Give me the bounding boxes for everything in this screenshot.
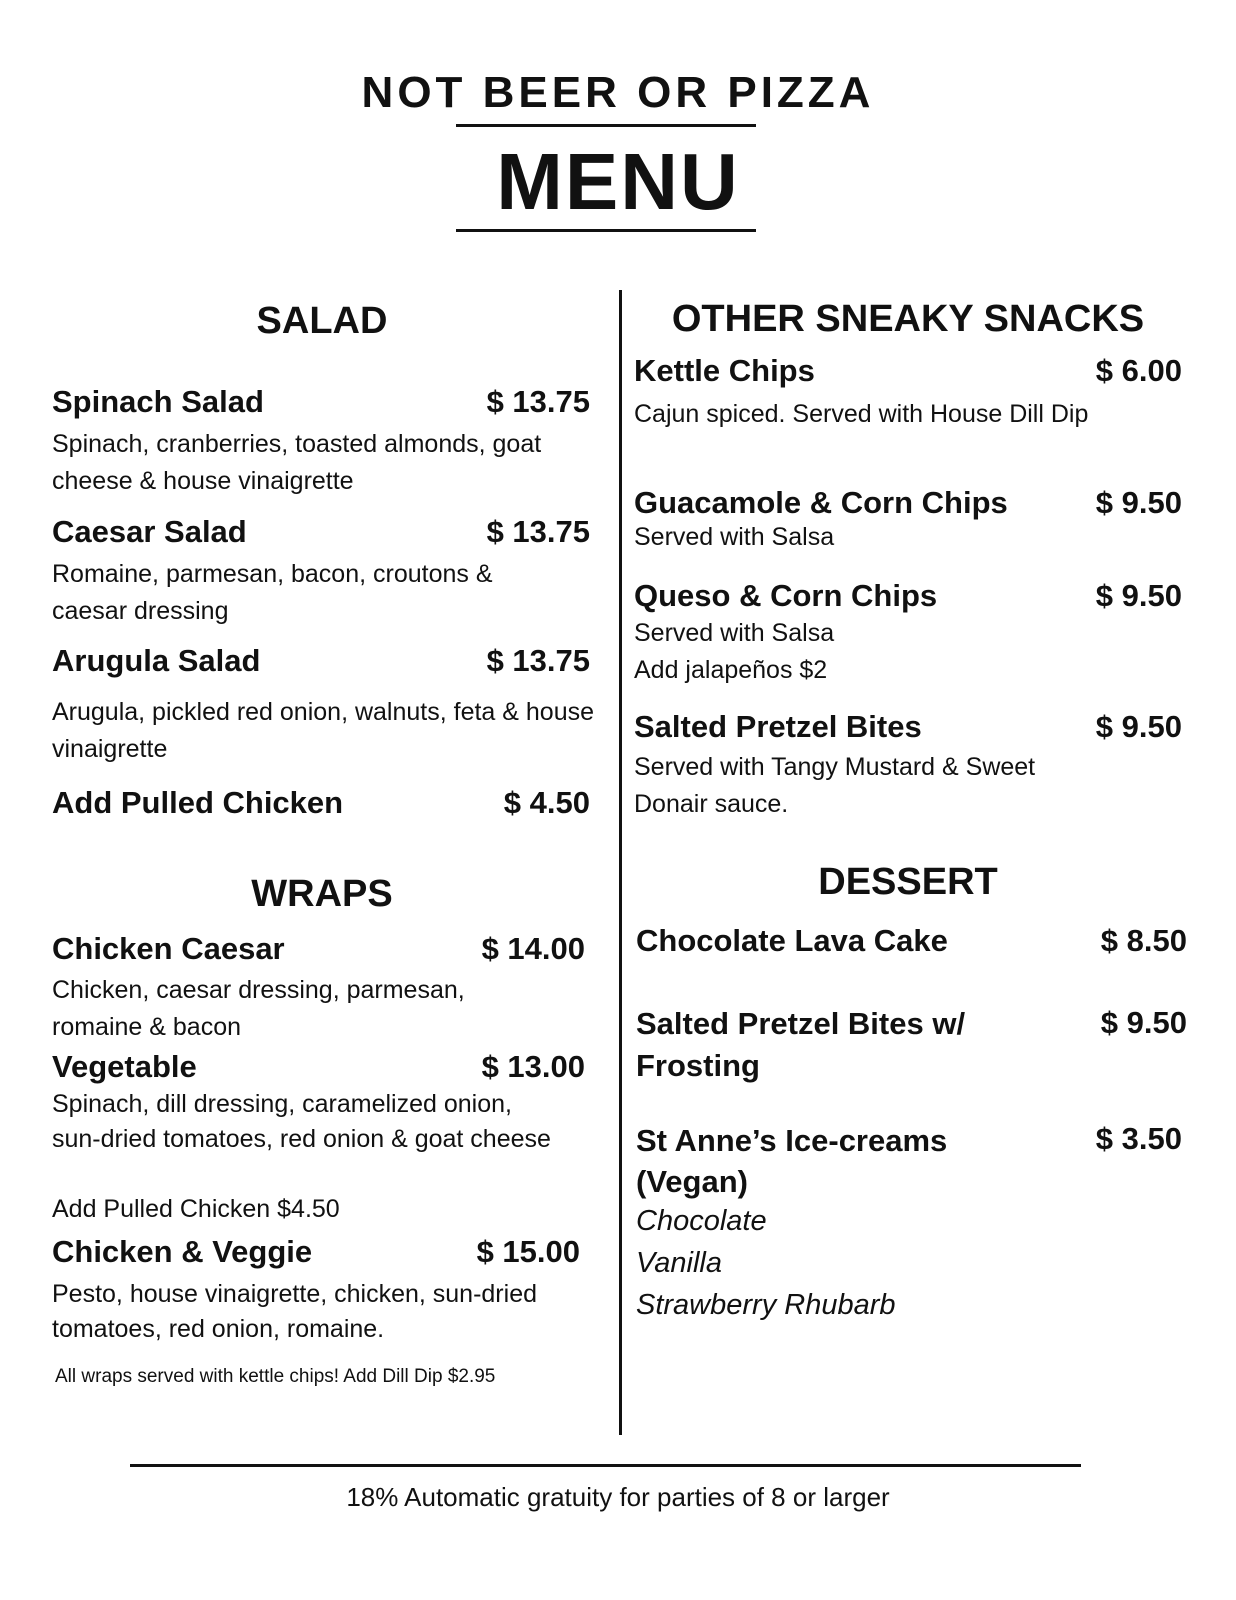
menu-item-price: $ 14.00 [481,931,585,966]
menu-item-name: Salted Pretzel Bites [634,709,922,744]
menu-item-description: Arugula, pickled red onion, walnuts, feta & house vinaigrette [52,698,595,763]
menu-item-name: Chicken Caesar [52,931,285,966]
menu-item-description: Spinach, cranberries, toasted almonds, goat cheese & house vinaigrette [52,430,542,495]
flavor-item: Chocolate [636,1205,767,1237]
menu-item-name: Arugula Salad [52,643,261,678]
menu-item-price: $ 9.50 [1095,485,1182,520]
menu-item-price: $ 9.50 [1095,709,1182,744]
menu-item-price: $ 4.50 [503,785,590,820]
gratuity-note: 18% Automatic gratuity for parties of 8 or larger [346,1482,890,1512]
menu-item-name: Salted Pretzel Bites w/ Frosting [636,1006,966,1083]
menu-item-name: Chocolate Lava Cake [636,923,948,958]
flavor-item: Strawberry Rhubarb [636,1289,896,1321]
menu-item-name: Vegetable [52,1049,197,1084]
menu-item-name: Guacamole & Corn Chips [634,485,1008,520]
menu-item-description: Served with Tangy Mustard & Sweet Donair sauce. [634,753,1036,818]
menu-item-price: $ 13.00 [481,1049,585,1084]
wraps-note: All wraps served with kettle chips! Add Dill Dip $2.95 [55,1366,496,1387]
title-rule-bottom [456,229,756,232]
menu-item-name: Chicken & Veggie [52,1234,313,1269]
menu-item-price: $ 3.50 [1095,1121,1182,1156]
menu-item-addon: Add jalapeños $2 [634,656,828,684]
menu-item-price: $ 6.00 [1095,353,1182,388]
menu-item-price: $ 13.75 [486,514,590,549]
menu-item-description: Served with Salsa [634,619,835,647]
menu-item-price: $ 9.50 [1100,1005,1187,1040]
menu-item-name: Caesar Salad [52,514,247,549]
menu-item-price: $ 9.50 [1095,578,1182,613]
menu-item-description: Cajun spiced. Served with House Dill Dip [634,400,1089,428]
column-divider [619,290,622,1435]
menu-item-price: $ 15.00 [476,1234,580,1269]
section-title-salad: SALAD [256,300,388,342]
restaurant-name: NOT BEER OR PIZZA [361,68,875,117]
title-rule-top [456,124,756,127]
menu-item-price: $ 13.75 [486,643,590,678]
menu-item-name: Kettle Chips [634,353,815,388]
menu-item-name: Spinach Salad [52,384,264,419]
menu-item-price: $ 8.50 [1100,923,1187,958]
menu-item-description: Spinach, dill dressing, caramelized onion, sun-dried tomatoes, red onion & goat cheese [52,1090,551,1153]
menu-item-description: Romaine, parmesan, bacon, croutons & caesar dressing [52,560,493,625]
section-title-dessert: DESSERT [818,861,998,903]
menu-item-name: St Anne’s Ice-creams (Vegan) [636,1123,948,1199]
menu-item-description: Served with Salsa [634,523,835,551]
menu-item-price: $ 13.75 [486,384,590,419]
menu-item-addon: Add Pulled Chicken $4.50 [52,1195,340,1223]
flavor-item: Vanilla [636,1247,722,1279]
section-title-wraps: WRAPS [251,873,393,915]
footer-rule [130,1464,1081,1467]
section-title-snacks: OTHER SNEAKY SNACKS [671,298,1145,340]
menu-item-description: Pesto, house vinaigrette, chicken, sun-dried tomatoes, red onion, romaine. [52,1280,537,1343]
menu-item-description: Chicken, caesar dressing, parmesan, romaine & bacon [52,976,465,1041]
menu-item-name: Add Pulled Chicken [52,785,344,820]
menu-item-name: Queso & Corn Chips [634,578,938,613]
page-title: MENU [496,137,740,226]
